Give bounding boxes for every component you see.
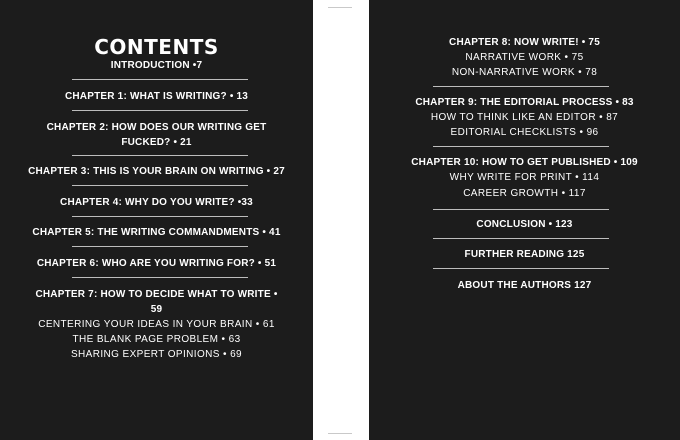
divider bbox=[72, 246, 248, 247]
divider bbox=[433, 86, 609, 87]
toc-entry-further-reading: FURTHER READING 125 bbox=[464, 249, 585, 260]
divider bbox=[72, 216, 248, 217]
toc-entry-chapter-9: CHAPTER 9: THE EDITORIAL PROCESS • 83 bbox=[415, 97, 634, 108]
toc-entry-chapter-10: CHAPTER 10: HOW TO GET PUBLISHED • 109 bbox=[411, 157, 638, 168]
left-page bbox=[0, 0, 313, 440]
toc-subentry: HOW TO THINK LIKE AN EDITOR • 87 bbox=[430, 112, 619, 123]
toc-subentry: SHARING EXPERT OPINIONS • 69 bbox=[70, 349, 243, 360]
toc-entry-chapter-4: CHAPTER 4: WHY DO YOU WRITE? •33 bbox=[60, 197, 253, 208]
divider bbox=[72, 110, 248, 111]
page-title: CONTENTS bbox=[94, 35, 219, 59]
divider bbox=[72, 185, 248, 186]
divider bbox=[433, 146, 609, 147]
divider bbox=[72, 155, 248, 156]
toc-entry-conclusion: CONCLUSION • 123 bbox=[476, 219, 573, 230]
divider bbox=[433, 238, 609, 239]
toc-entry-chapter-1: CHAPTER 1: WHAT IS WRITING? • 13 bbox=[64, 91, 249, 102]
toc-entry-chapter-6: CHAPTER 6: WHO ARE YOU WRITING FOR? • 51 bbox=[36, 258, 277, 269]
toc-subentry: CENTERING YOUR IDEAS IN YOUR BRAIN • 61 bbox=[38, 319, 275, 330]
toc-subentry: NARRATIVE WORK • 75 bbox=[465, 52, 584, 63]
toc-subentry: CAREER GROWTH • 117 bbox=[463, 188, 586, 199]
toc-entry-chapter-8: CHAPTER 8: NOW WRITE! • 75 bbox=[449, 37, 600, 48]
gutter-mark-bottom bbox=[328, 433, 352, 434]
toc-entry-chapter-7-line-1: CHAPTER 7: HOW TO DECIDE WHAT TO WRITE • bbox=[35, 289, 278, 300]
toc-entry-chapter-2-line-2: FUCKED? • 21 bbox=[121, 137, 192, 148]
toc-entry-chapter-3: CHAPTER 3: THIS IS YOUR BRAIN ON WRITING • 27 bbox=[28, 166, 285, 177]
divider bbox=[433, 268, 609, 269]
toc-subentry: THE BLANK PAGE PROBLEM • 63 bbox=[72, 334, 241, 345]
toc-subentry: EDITORIAL CHECKLISTS • 96 bbox=[450, 127, 599, 138]
toc-entry-chapter-7-line-2: 59 bbox=[150, 304, 163, 315]
divider bbox=[433, 209, 609, 210]
right-page bbox=[369, 0, 680, 440]
toc-entry-introduction: INTRODUCTION •7 bbox=[110, 60, 203, 71]
toc-entry-about-the-authors: ABOUT THE AUTHORS 127 bbox=[457, 280, 592, 291]
toc-subentry: NON-NARRATIVE WORK • 78 bbox=[451, 67, 598, 78]
gutter-mark-top bbox=[328, 7, 352, 8]
divider bbox=[72, 79, 248, 80]
toc-entry-chapter-2-line-1: CHAPTER 2: HOW DOES OUR WRITING GET bbox=[46, 122, 267, 133]
toc-entry-chapter-5: CHAPTER 5: THE WRITING COMMANDMENTS • 41 bbox=[32, 227, 281, 238]
divider bbox=[72, 277, 248, 278]
toc-subentry: WHY WRITE FOR PRINT • 114 bbox=[449, 172, 600, 183]
